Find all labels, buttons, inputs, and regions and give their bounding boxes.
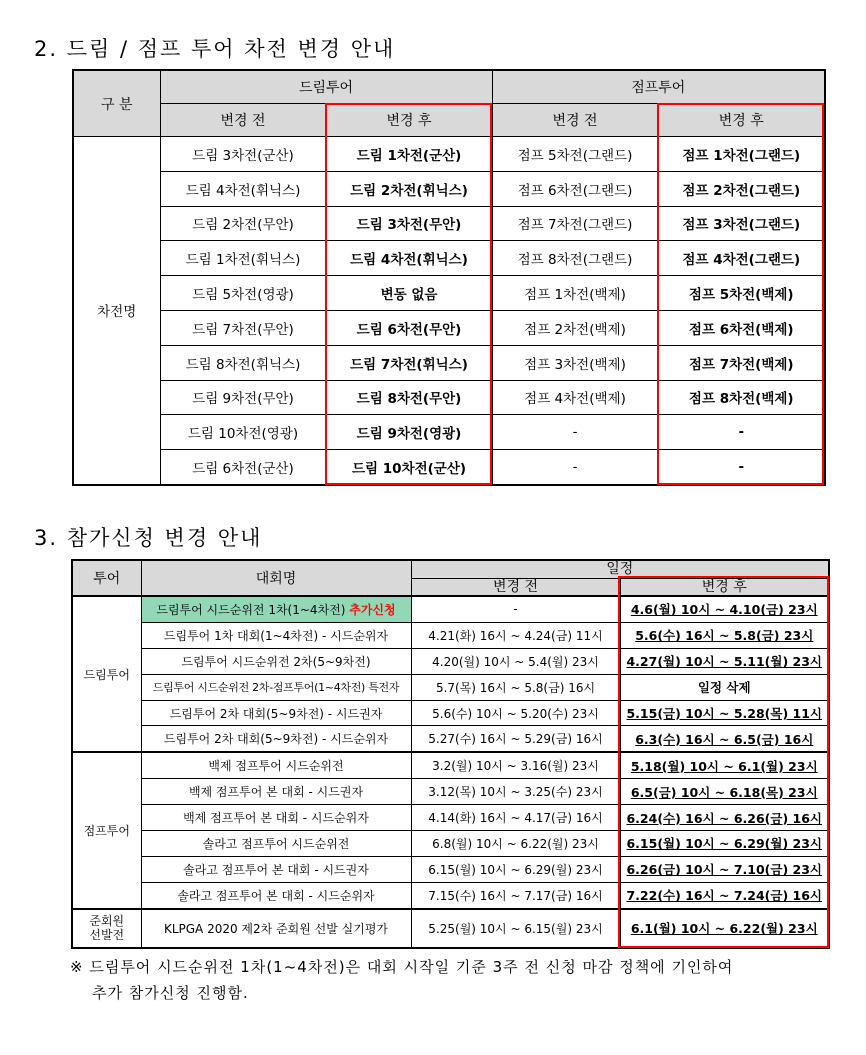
event-cell: 드림투어 시드순위전 1차(1~4차전) 추가신청 (141, 596, 411, 622)
tour-header: 투어 (72, 560, 141, 596)
table-row (72, 882, 829, 908)
jump-after-cell: 점프 8차전(백제) (658, 380, 825, 415)
event-cell: 백제 점프투어 시드순위전 (141, 752, 411, 778)
jump-tour-header: 점프투어 (492, 70, 825, 104)
jump-after-cell: 점프 6차전(백제) (658, 310, 825, 345)
table-row (72, 805, 829, 831)
jump-after-cell: 점프 7차전(백제) (658, 345, 825, 380)
row-label: 차전명 (73, 137, 160, 485)
jump-after-cell: 점프 4차전(그랜드) (658, 241, 825, 276)
dream-before-cell: 드림 2차전(무안) (160, 206, 326, 241)
round-change-table (72, 69, 826, 486)
before-header: 변경 전 (411, 578, 620, 596)
jump-before-cell: 점프 1차전(백제) (492, 276, 658, 311)
table-row (72, 674, 829, 700)
after-cell: 6.5(금) 10시 ~ 6.18(목) 23시 (620, 779, 829, 805)
table-row (72, 596, 829, 622)
jump-before-cell: - (492, 415, 658, 450)
before-cell: 4.20(월) 10시 ~ 5.4(월) 23시 (411, 648, 620, 674)
dream-before-cell: 드림 5차전(영광) (160, 276, 326, 311)
after-cell: 5.18(월) 10시 ~ 6.1(월) 23시 (620, 752, 829, 778)
dream-tour-header: 드림투어 (160, 70, 492, 104)
dream-before-cell: 드림 8차전(휘닉스) (160, 345, 326, 380)
dream-after-cell: 드림 9차전(영광) (326, 415, 492, 450)
before-cell: 4.14(화) 16시 ~ 4.17(금) 16시 (411, 805, 620, 831)
after-cell: 5.15(금) 10시 ~ 5.28(목) 11시 (620, 700, 829, 726)
table-row (73, 241, 825, 276)
table-row (72, 648, 829, 674)
table-row (73, 137, 825, 172)
dream-before-cell: 드림 1차전(휘닉스) (160, 241, 326, 276)
dream-after-cell: 드림 7차전(휘닉스) (326, 345, 492, 380)
category-header: 구 분 (73, 70, 160, 137)
dream-before-cell: 드림 3차전(군산) (160, 137, 326, 172)
dream-after-cell: 드림 2차전(휘닉스) (326, 171, 492, 206)
table-row (73, 380, 825, 415)
dream-after-cell: 드림 8차전(무안) (326, 380, 492, 415)
dream-after-header: 변경 후 (326, 104, 492, 137)
jump-before-header: 변경 전 (492, 104, 658, 137)
event-cell: 드림투어 시드순위전 2차-점프투어(1~4차전) 특전자 (141, 674, 411, 700)
event-cell: 솔라고 점프투어 본 대회 - 시드권자 (141, 856, 411, 882)
jump-after-cell: 점프 5차전(백제) (658, 276, 825, 311)
dream-before-cell: 드림 7차전(무안) (160, 310, 326, 345)
event-cell: 솔라고 점프투어 본 대회 - 시드순위자 (141, 882, 411, 908)
table-row (73, 450, 825, 485)
added-registration-tag: 추가신청 (349, 602, 396, 617)
jump-before-cell: 점프 7차전(그랜드) (492, 206, 658, 241)
table-row (72, 700, 829, 726)
after-cell: 6.1(월) 10시 ~ 6.22(월) 23시 (620, 909, 829, 948)
dream-after-cell: 드림 1차전(군산) (326, 137, 492, 172)
table-row (72, 831, 829, 857)
event-cell: 드림투어 2차 대회(5~9차전) - 시드순위자 (141, 726, 411, 752)
event-cell: 드림투어 시드순위전 2차(5~9차전) (141, 648, 411, 674)
after-cell: 4.6(월) 10시 ~ 4.10(금) 23시 (620, 596, 829, 622)
table-row (73, 415, 825, 450)
jump-before-cell: 점프 5차전(그랜드) (492, 137, 658, 172)
dream-before-cell: 드림 4차전(휘닉스) (160, 171, 326, 206)
before-cell: 5.25(월) 10시 ~ 6.15(월) 23시 (411, 909, 620, 948)
event-header: 대회명 (141, 560, 411, 596)
after-cell: 6.24(수) 16시 ~ 6.26(금) 16시 (620, 805, 829, 831)
jump-after-header: 변경 후 (658, 104, 825, 137)
section3-title: 3. 참가신청 변경 안내 (34, 526, 263, 550)
dream-after-cell: 변동 없음 (326, 276, 492, 311)
table-row (72, 856, 829, 882)
jump-after-cell: - (658, 415, 825, 450)
jump-before-cell: 점프 3차전(백제) (492, 345, 658, 380)
jump-before-cell: 점프 2차전(백제) (492, 310, 658, 345)
dream-after-cell: 드림 10차전(군산) (326, 450, 492, 485)
table-row (72, 909, 829, 948)
before-cell: 6.8(월) 10시 ~ 6.22(월) 23시 (411, 831, 620, 857)
after-header: 변경 후 (620, 578, 829, 596)
dream-before-cell: 드림 9차전(무안) (160, 380, 326, 415)
jump-before-cell: 점프 6차전(그랜드) (492, 171, 658, 206)
before-cell: 6.15(월) 10시 ~ 6.29(월) 23시 (411, 856, 620, 882)
jump-before-cell: - (492, 450, 658, 485)
jump-after-cell: 점프 3차전(그랜드) (658, 206, 825, 241)
table-row (72, 726, 829, 752)
event-cell: 드림투어 2차 대회(5~9차전) - 시드권자 (141, 700, 411, 726)
dream-after-cell: 드림 4차전(휘닉스) (326, 241, 492, 276)
dream-after-cell: 드림 6차전(무안) (326, 310, 492, 345)
footnote-line2: 추가 참가신청 진행함. (92, 984, 249, 1002)
schedule-header: 일정 (411, 560, 829, 578)
before-cell: 3.12(목) 10시 ~ 3.25(수) 23시 (411, 779, 620, 805)
before-cell: 5.27(수) 16시 ~ 5.29(금) 16시 (411, 726, 620, 752)
event-cell: 드림투어 1차 대회(1~4차전) - 시드순위자 (141, 622, 411, 648)
footnote-line1: ※ 드림투어 시드순위전 1차(1~4차전)은 대회 시작일 기준 3주 전 신청 마감 정책에 기인하여 (70, 958, 734, 976)
table-row (73, 171, 825, 206)
jump-before-cell: 점프 4차전(백제) (492, 380, 658, 415)
before-cell: 5.6(수) 10시 ~ 5.20(수) 23시 (411, 700, 620, 726)
dream-before-header: 변경 전 (160, 104, 326, 137)
before-cell: - (411, 596, 620, 622)
after-cell: 7.22(수) 16시 ~ 7.24(금) 16시 (620, 882, 829, 908)
after-cell: 4.27(월) 10시 ~ 5.11(월) 23시 (620, 648, 829, 674)
table-row (72, 752, 829, 778)
table-row (73, 276, 825, 311)
event-cell: 백제 점프투어 본 대회 - 시드순위자 (141, 805, 411, 831)
jump-after-cell: - (658, 450, 825, 485)
dream-before-cell: 드림 6차전(군산) (160, 450, 326, 485)
section2-title: 2. 드림 / 점프 투어 차전 변경 안내 (34, 37, 396, 61)
before-cell: 3.2(월) 10시 ~ 3.16(월) 23시 (411, 752, 620, 778)
table-row (72, 622, 829, 648)
after-cell: 6.3(수) 16시 ~ 6.5(금) 16시 (620, 726, 829, 752)
table-row (72, 779, 829, 805)
after-cell: 일정 삭제 (620, 674, 829, 700)
before-cell: 5.7(목) 16시 ~ 5.8(금) 16시 (411, 674, 620, 700)
jump-before-cell: 점프 8차전(그랜드) (492, 241, 658, 276)
dream-after-cell: 드림 3차전(무안) (326, 206, 492, 241)
tour-group-label: 점프투어 (72, 752, 141, 908)
after-cell: 6.26(금) 10시 ~ 7.10(금) 23시 (620, 856, 829, 882)
jump-after-cell: 점프 1차전(그랜드) (658, 137, 825, 172)
jump-after-cell: 점프 2차전(그랜드) (658, 171, 825, 206)
tour-group-label: 드림투어 (72, 596, 141, 752)
dream-before-cell: 드림 10차전(영광) (160, 415, 326, 450)
event-cell: KLPGA 2020 제2차 준회원 선발 실기평가 (141, 909, 411, 948)
tour-group-label: 준회원 선발전 (72, 909, 141, 948)
registration-change-table (71, 559, 830, 949)
table-row (73, 345, 825, 380)
event-cell: 솔라고 점프투어 시드순위전 (141, 831, 411, 857)
table-row (73, 206, 825, 241)
event-cell: 백제 점프투어 본 대회 - 시드권자 (141, 779, 411, 805)
after-cell: 6.15(월) 10시 ~ 6.29(월) 23시 (620, 831, 829, 857)
before-cell: 4.21(화) 16시 ~ 4.24(금) 11시 (411, 622, 620, 648)
after-cell: 5.6(수) 16시 ~ 5.8(금) 23시 (620, 622, 829, 648)
table-row (73, 310, 825, 345)
before-cell: 7.15(수) 16시 ~ 7.17(금) 16시 (411, 882, 620, 908)
